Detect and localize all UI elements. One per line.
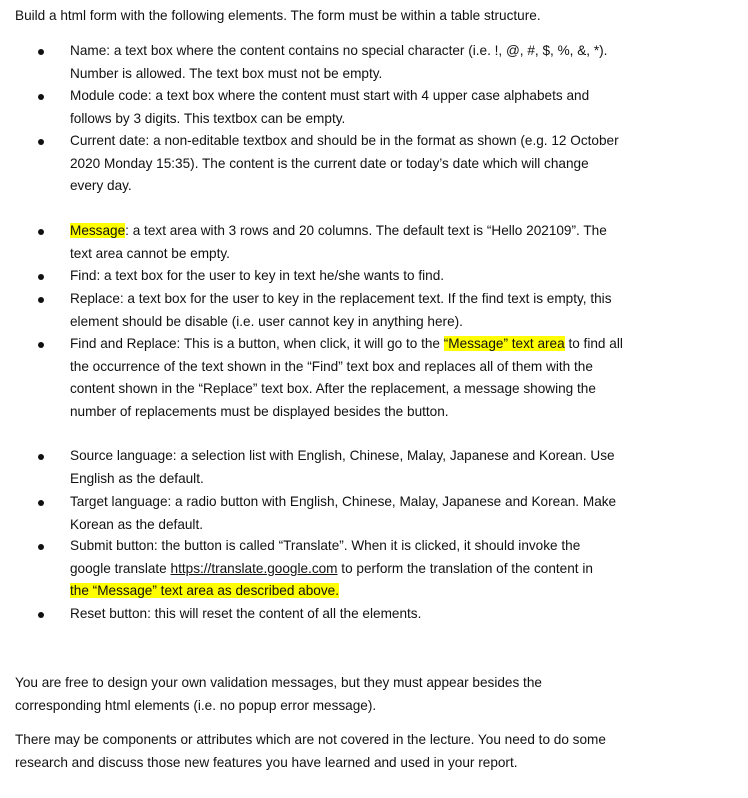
text-segment: every day. xyxy=(70,178,132,194)
text-segment: : a text area with 3 rows and 20 columns. The default text is “Hello 202109”. The xyxy=(125,223,607,238)
text-segment: There may be components or attributes which are not covered in the lecture. You need to do some xyxy=(15,732,606,747)
text-segment: Replace: a text box for the user to key in the replacement text. If the find text is empty, this xyxy=(70,291,612,306)
bullet-item-line xyxy=(70,222,607,240)
paragraph-line xyxy=(15,697,376,715)
bullet-item-line xyxy=(70,110,345,128)
bullet-item-line xyxy=(70,313,463,331)
bullet-icon xyxy=(38,49,44,55)
bullet-icon xyxy=(38,612,44,618)
bullet-item-line xyxy=(70,403,449,421)
text-segment: Target language: a radio button with English, Chinese, Malay, Japanese and Korean. Make xyxy=(70,494,617,509)
bullet-item-line xyxy=(70,358,593,376)
text-segment: follows by 3 digits. This textbox can be empty. xyxy=(70,110,346,126)
text-segment: text area cannot be empty. xyxy=(70,245,230,261)
text-segment: google translate xyxy=(70,560,171,576)
bullet-item-line xyxy=(70,42,607,60)
text-segment: Name: a text box where the content contains no special character (i.e. !, @, #, $, %, &, *). xyxy=(70,43,608,58)
paragraph-line xyxy=(15,731,606,749)
bullet-icon xyxy=(38,544,44,550)
bullet-icon xyxy=(38,229,44,235)
bullet-icon xyxy=(38,297,44,303)
text-segment: corresponding html elements (i.e. no popup error message). xyxy=(15,697,377,713)
text-segment: Find and Replace: This is a button, when click, it will go to the xyxy=(70,336,444,351)
text-segment: 2020 Monday 15:35). The content is the current date or today’s date which will change xyxy=(70,155,589,171)
text-segment: Current date: a non-editable textbox and should be in the format as shown (e.g. 12 October xyxy=(70,133,619,148)
bullet-item-line xyxy=(70,470,204,488)
bullet-item-line xyxy=(70,290,612,308)
bullet-item-line xyxy=(70,155,589,173)
text-segment: Build a html form with the following elements. The form must be within a table structure. xyxy=(15,8,541,23)
bullet-icon xyxy=(38,342,44,348)
bullet-item-line xyxy=(70,65,382,83)
bullet-icon xyxy=(38,139,44,145)
text-segment: Find: a text box for the user to key in text he/she wants to find. xyxy=(70,268,445,283)
bullet-icon xyxy=(38,94,44,100)
translate-link[interactable]: https://translate.google.com xyxy=(170,560,338,576)
text-segment: to find all xyxy=(564,336,623,351)
bullet-item-line xyxy=(70,605,421,623)
text-segment: Korean as the default. xyxy=(70,516,204,532)
bullet-icon xyxy=(38,454,44,460)
bullet-item-line xyxy=(70,380,596,398)
bullet-item-line xyxy=(70,245,230,263)
highlighted-text: the “Message” text area as described above. xyxy=(70,583,340,599)
text-segment: Number is allowed. The text box must not be empty. xyxy=(70,65,383,81)
text-segment: content shown in the “Replace” text box. After the replacement, a message showing the xyxy=(70,381,596,397)
text-segment: You are free to design your own validation messages, but they must appear besides the xyxy=(15,675,542,690)
intro-line xyxy=(15,7,541,25)
text-segment: Submit button: the button is called “Translate”. When it is clicked, it should invoke the xyxy=(70,538,581,553)
text-segment: number of replacements must be displayed besides the button. xyxy=(70,403,449,419)
text-segment: Reset button: this will reset the content of all the elements. xyxy=(70,606,422,621)
bullet-item-line xyxy=(70,447,615,465)
bullet-item-line xyxy=(70,132,619,150)
bullet-item-line xyxy=(70,582,339,600)
bullet-item-line xyxy=(70,493,616,511)
bullet-item-line xyxy=(70,87,589,105)
text-segment: Source language: a selection list with English, Chinese, Malay, Japanese and Korean. Use xyxy=(70,448,615,463)
bullet-item-line xyxy=(70,335,623,353)
paragraph-line xyxy=(15,754,518,772)
text-segment: Module code: a text box where the content must start with 4 upper case alphabets and xyxy=(70,88,590,103)
text-segment: element should be disable (i.e. user cannot key in anything here). xyxy=(70,313,463,329)
text-segment: English as the default. xyxy=(70,470,204,486)
bullet-item-line xyxy=(70,516,203,534)
bullet-item-line xyxy=(70,537,580,555)
bullet-item-line xyxy=(70,177,132,195)
highlighted-text: “Message” text area xyxy=(443,336,565,351)
text-segment: to perform the translation of the content in xyxy=(337,560,593,576)
text-segment: research and discuss those new features you have learned and used in your report. xyxy=(15,754,518,770)
bullet-icon xyxy=(38,274,44,280)
bullet-item-line xyxy=(70,560,593,578)
text-segment: the occurrence of the text shown in the “Find” text box and replaces all of them with the xyxy=(70,358,593,374)
paragraph-line xyxy=(15,674,542,692)
bullet-icon xyxy=(38,500,44,506)
highlighted-text: Message xyxy=(70,223,126,238)
bullet-item-line xyxy=(70,267,444,285)
